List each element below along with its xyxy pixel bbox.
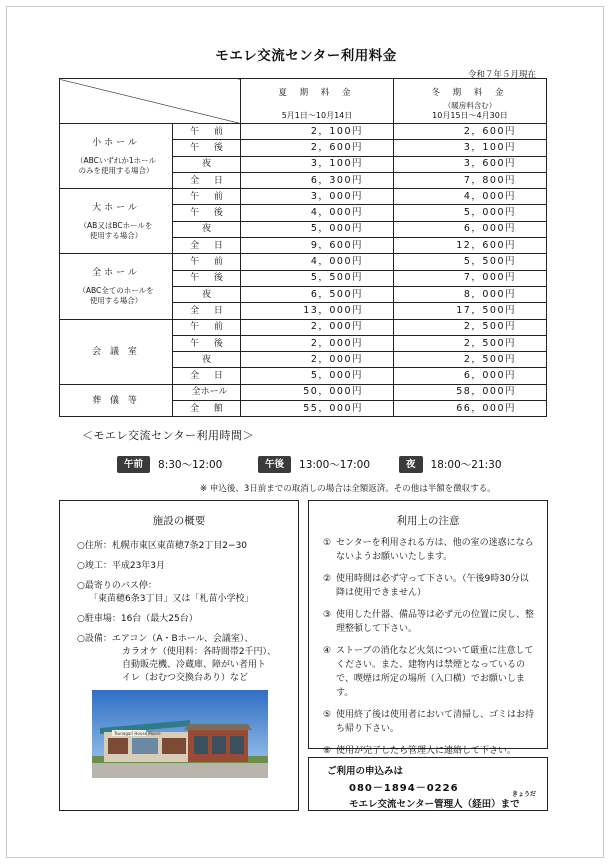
contact-manager [349, 791, 547, 810]
winter-price: 66，000円 [394, 401, 547, 417]
winter-price: 17，500円 [394, 303, 547, 319]
summer-price: 3，000円 [241, 189, 394, 205]
fee-row [60, 384, 547, 400]
notice-text: 使用が完了したら管理人に連絡して下さい。 [336, 746, 517, 756]
cancel-note: ※ 申込後、3日前までの取消しの場合は全額返済。その他は半額を徴収する。 [200, 484, 496, 494]
facility-equipment-1: ○設備：エアコン（A・Bホール、会議室）、 [77, 634, 254, 644]
summer-header-label: 夏 期 料 金 [278, 88, 356, 98]
winter-price: 12，600円 [394, 238, 547, 254]
hours-afternoon-time: 13:00～17:00 [299, 458, 371, 471]
time-slot: 午 前 [173, 319, 241, 335]
notice-text: センターを利用される方は、他の室の迷惑にならないようお願いいたします。 [336, 538, 534, 562]
summer-price: 50，000円 [241, 384, 394, 400]
time-slot: 午 前 [173, 189, 241, 205]
room-usage-note: （AB又はBCホールを 使用する場合） [79, 221, 153, 241]
hours-night-time: 18:00～21:30 [430, 458, 502, 471]
winter-period: 10月15日～4月30日 [432, 111, 508, 120]
winter-header-label: 冬 期 料 金 [431, 88, 509, 98]
room-name-cell [60, 319, 173, 384]
hours-afternoon-badge: 午後 [258, 456, 291, 473]
contact-box [308, 757, 548, 811]
winter-price: 58，000円 [394, 384, 547, 400]
fee-table [59, 78, 547, 417]
winter-price: 5，000円 [394, 205, 547, 221]
time-slot: 夜 [173, 352, 241, 368]
summer-price: 5，000円 [241, 221, 394, 237]
header-diagonal-cell [60, 79, 241, 124]
summer-price: 2，000円 [241, 319, 394, 335]
summer-price: 2，000円 [241, 335, 394, 351]
time-slot: 全ホール [173, 384, 241, 400]
notice-number: ④ [323, 646, 332, 656]
notice-text: 使用時間は必ず守って下さい。（午後9時30分以降は使用できません） [336, 574, 529, 598]
summer-price: 6，500円 [241, 286, 394, 302]
time-slot: 夜 [173, 221, 241, 237]
room-usage-note: （ABC全てのホールを 使用する場合） [78, 286, 154, 306]
building-photo [92, 690, 268, 778]
summer-price: 9，600円 [241, 238, 394, 254]
time-slot: 全 日 [173, 238, 241, 254]
winter-price: 8，000円 [394, 286, 547, 302]
summer-price: 4，000円 [241, 254, 394, 270]
time-slot: 夜 [173, 156, 241, 172]
room-name-cell [60, 189, 173, 254]
summer-price: 13，000円 [241, 303, 394, 319]
room-name: 全ホール [92, 268, 140, 279]
notice-title: 利用上の注意 [396, 515, 460, 527]
room-name: 大ホール [92, 203, 140, 214]
room-name-cell [60, 384, 173, 417]
summer-price: 4，000円 [241, 205, 394, 221]
hours-night [399, 455, 502, 473]
winter-header [394, 79, 547, 124]
winter-price: 2，600円 [394, 124, 547, 140]
room-name: 会 議 室 [92, 346, 140, 357]
winter-price: 4，000円 [394, 189, 547, 205]
time-slot: 全 日 [173, 303, 241, 319]
time-slot: 全 館 [173, 401, 241, 417]
notice-text: 使用終了後は使用者において清掃し、ゴミはお持ち帰り下さい。 [336, 710, 535, 734]
building-sign: Tsunagari House Moere [114, 731, 161, 736]
room-name: 葬 儀 等 [92, 395, 140, 406]
facility-address: ○住所：札幌市東区東苗穂7条2丁目2−30 [77, 541, 248, 551]
facility-bus-stops: 「東苗穂6条3丁目」又は「札苗小学校」 [89, 594, 254, 604]
winter-price: 2，500円 [394, 319, 547, 335]
winter-header-note: （暖房料含む） [443, 101, 497, 110]
hours-afternoon [258, 455, 370, 473]
room-name: 小ホール [92, 138, 140, 149]
notice-number: ⑤ [323, 710, 332, 720]
notice-item [323, 744, 537, 758]
contact-manager-text: モエレ交流センター管理人（経田）まで [349, 799, 520, 810]
notice-number: ③ [323, 610, 332, 620]
time-slot: 午 後 [173, 205, 241, 221]
notice-item [323, 644, 537, 700]
time-slot: 午 後 [173, 270, 241, 286]
winter-price: 6，000円 [394, 221, 547, 237]
page-title: モエレ交流センター利用料金 [215, 48, 397, 64]
summer-price: 6，300円 [241, 172, 394, 188]
summer-price: 2，000円 [241, 352, 394, 368]
building-illustration [92, 690, 268, 778]
notice-item [323, 608, 537, 636]
winter-price: 3，100円 [394, 140, 547, 156]
time-slot: 全 日 [173, 172, 241, 188]
notice-text: 使用した什器、備品等は必ず元の位置に戻し、整理整頓して下さい。 [336, 610, 535, 634]
summer-price: 2，100円 [241, 124, 394, 140]
fee-row [60, 124, 547, 140]
time-slot: 夜 [173, 286, 241, 302]
notice-item [323, 572, 537, 600]
contact-ruby: きょうだ [512, 791, 537, 798]
facility-parking: ○駐車場：16台（最大25台） [77, 614, 198, 624]
facility-completed: ○竣工：平成23年3月 [77, 561, 166, 571]
winter-price: 5，500円 [394, 254, 547, 270]
fee-row [60, 254, 547, 270]
fee-row [60, 189, 547, 205]
time-slot: 午 後 [173, 140, 241, 156]
as-of-date: 令和７年５月現在 [467, 70, 536, 80]
summer-period: 5月1日～10月14日 [281, 111, 353, 120]
time-slot: 午 前 [173, 124, 241, 140]
summer-price: 3，100円 [241, 156, 394, 172]
winter-price: 7，800円 [394, 172, 547, 188]
notice-text: ストーブの消化など火気について厳重に注意してください。また、建物内は禁煙となっているので、喫煙は所定の場所（入口横）でお願いします。 [336, 646, 534, 698]
notice-item [323, 536, 537, 564]
winter-price: 7，000円 [394, 270, 547, 286]
summer-header [241, 79, 394, 124]
summer-price: 5，000円 [241, 368, 394, 384]
facility-equipment-4: イレ（おむつ交換台あり）など [122, 673, 249, 683]
notice-list [309, 536, 547, 758]
facility-equipment-2: カラオケ（使用料：各時間帯2千円）、 [122, 647, 277, 657]
fee-table-header [60, 79, 547, 124]
room-usage-note: （ABCいずれか1ホール のみを使用する場合） [75, 156, 156, 176]
notice-number: ⑥ [323, 746, 332, 756]
notice-item [323, 708, 537, 736]
notice-number: ② [323, 574, 332, 584]
winter-price: 3，600円 [394, 156, 547, 172]
summer-price: 5，500円 [241, 270, 394, 286]
notice-number: ① [323, 538, 332, 548]
facility-bus-label: ○最寄りのバス停： [77, 581, 157, 591]
fee-row [60, 319, 547, 335]
room-name-cell [60, 254, 173, 319]
hours-night-badge: 夜 [399, 456, 423, 473]
summer-price: 2，600円 [241, 140, 394, 156]
notice-box [308, 500, 548, 756]
hours-morning-time: 8:30～12:00 [158, 458, 223, 471]
contact-heading: ご利用の申込みは [327, 766, 404, 777]
winter-price: 6，000円 [394, 368, 547, 384]
room-name-cell [60, 124, 173, 189]
hours-title: ＜モエレ交流センター利用時間＞ [82, 429, 255, 442]
hours-morning [117, 455, 222, 473]
hours-morning-badge: 午前 [117, 456, 150, 473]
facility-title: 施設の概要 [152, 515, 206, 527]
time-slot: 午 前 [173, 254, 241, 270]
time-slot: 全 日 [173, 368, 241, 384]
summer-price: 55，000円 [241, 401, 394, 417]
facility-equipment-3: 自動販売機、冷蔵庫、障がい者用ト [122, 660, 267, 670]
winter-price: 2，500円 [394, 335, 547, 351]
winter-price: 2，500円 [394, 352, 547, 368]
time-slot: 午 後 [173, 335, 241, 351]
contact-phone: 080－1894－0226 [349, 783, 459, 794]
